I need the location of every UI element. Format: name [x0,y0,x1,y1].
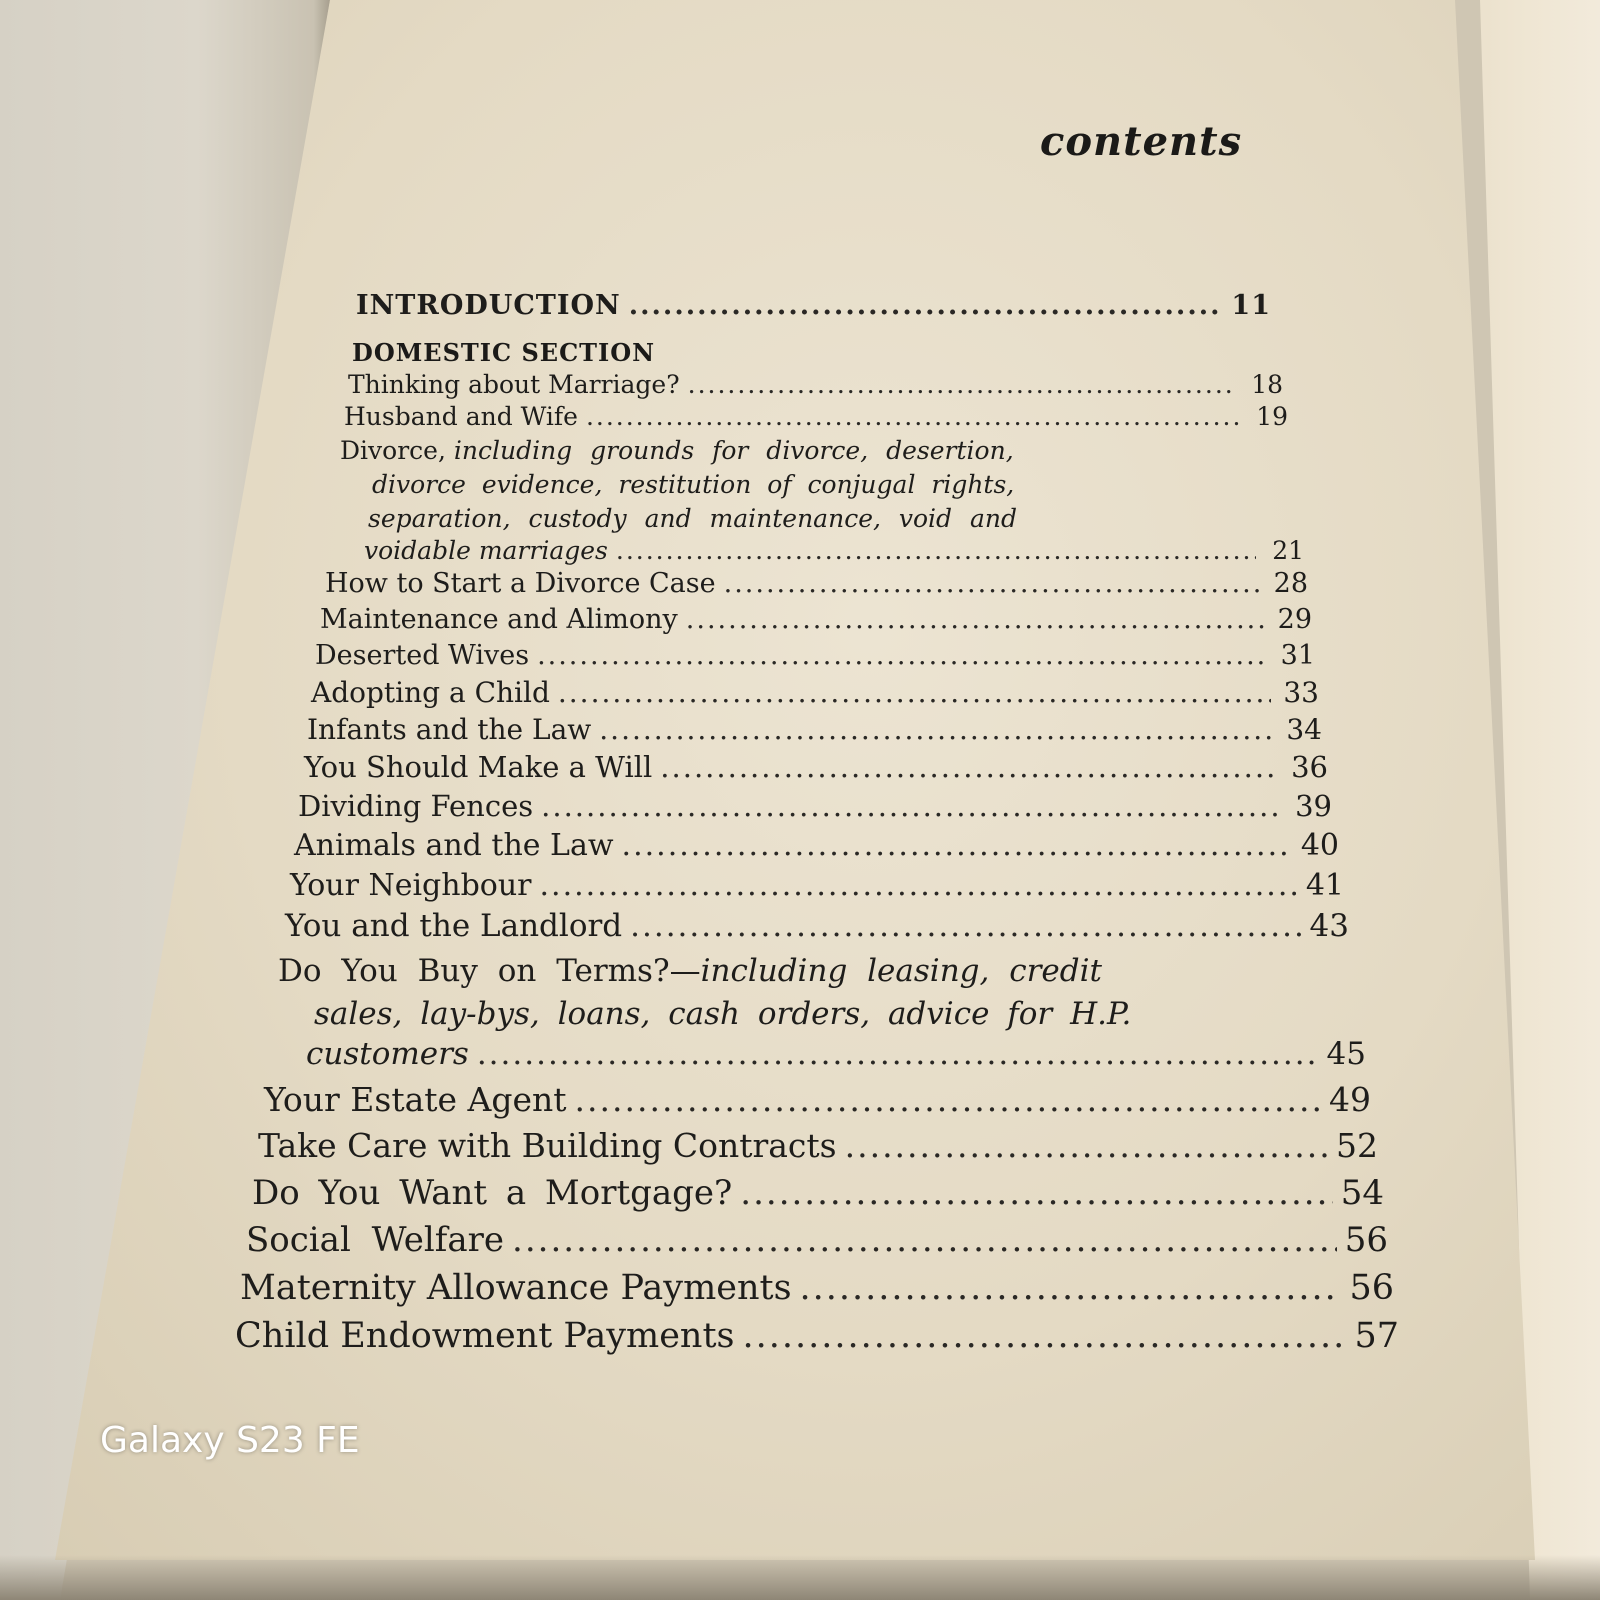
toc-entry [246,1220,1388,1260]
toc-entry [298,789,1332,823]
toc-entry [306,1036,1366,1072]
toc-entry-title: Social Welfare [246,1220,505,1260]
toc-entry-title: Do You Want a Mortgage? [252,1173,733,1213]
toc-entry-page: 33 [1283,676,1319,709]
toc-entry-title: Husband and Wife [344,402,578,431]
toc-entry-page: 34 [1286,713,1322,746]
toc-entry-subtitle: sales, lay-bys, loans, cash orders, advice for H.P. [314,996,1132,1032]
dot-leader [724,568,1260,599]
dot-leader [540,868,1296,903]
toc-entry [290,868,1344,903]
toc-entry [315,640,1315,671]
page-bottom-shadow [0,1555,1600,1600]
dot-leader [743,1316,1347,1356]
toc-entry-title: Dividing Fences [298,789,534,823]
toc-entry-introduction [356,290,1271,321]
toc-entry-subtitle: customers [306,1036,469,1072]
camera-watermark: Galaxy S23 FE [100,1420,360,1461]
toc-entry [325,568,1308,599]
toc-entry [311,676,1319,709]
dot-leader [622,828,1291,863]
toc-entry-page: 18 [1251,370,1283,399]
toc-entry-page: 57 [1354,1316,1399,1356]
dot-leader [800,1268,1342,1308]
dot-leader [512,1220,1337,1260]
toc-entry [294,828,1339,863]
dot-leader [575,1080,1321,1119]
toc-entry-page: 39 [1295,789,1332,823]
dot-leader [586,402,1240,431]
dot-leader [629,290,1223,321]
toc-entry [304,750,1328,784]
toc-entry-page: 40 [1300,828,1339,863]
dot-leader [599,713,1274,746]
toc-entry-page: 41 [1305,868,1344,903]
dot-leader [740,1173,1332,1213]
toc-entry-title: INTRODUCTION [356,290,621,321]
toc-entry [240,1268,1394,1308]
toc-entry [320,604,1312,635]
toc-entry-title: You Should Make a Will [304,750,653,784]
toc-entry-title: Maternity Allowance Payments [240,1268,792,1308]
toc-entry-title: Animals and the Law [294,828,614,863]
toc-entry [258,1126,1378,1165]
toc-entry-page: 56 [1344,1220,1388,1260]
toc-entry-title: Your Neighbour [290,868,532,903]
toc-entry-title: Thinking about Marriage? [348,370,680,399]
toc-entry-subtitle: separation, custody and maintenance, void and [368,504,1018,533]
toc-entry-page: 49 [1329,1080,1371,1119]
toc-entry-page: 36 [1291,750,1328,784]
toc-entry-page: 28 [1273,568,1308,599]
toc-entry [285,908,1349,944]
dot-leader [477,1036,1318,1072]
toc-entry-page: 54 [1340,1173,1384,1213]
toc-entry-page: 29 [1277,604,1312,635]
toc-entry [252,1173,1384,1213]
dot-leader [630,908,1301,944]
toc-entry-title: Maintenance and Alimony [320,604,678,635]
toc-entry-title: Divorce, [340,436,446,465]
toc-entry [307,713,1322,746]
dot-leader [537,640,1267,671]
toc-entry-page: 56 [1349,1268,1394,1308]
toc-entry-subtitle: divorce evidence, restitution of conjugal rights, [372,470,1015,499]
dot-leader [558,676,1271,709]
toc-entry [344,402,1288,431]
toc-entry-title: Adopting a Child [311,676,550,709]
section-label: DOMESTIC SECTION [352,338,656,367]
toc-entry-title: Your Estate Agent [264,1080,567,1119]
contents-heading: contents [1040,118,1243,165]
toc-entry-title: Do You Buy on Terms?— [278,953,701,989]
toc-entry-subtitle: including grounds for divorce, desertion, [453,436,1014,465]
dot-leader [688,370,1235,399]
toc-entry-title: Child Endowment Payments [235,1316,735,1356]
toc-entry-title: Infants and the Law [307,713,592,746]
dot-leader [660,750,1280,784]
toc-entry-subtitle: including leasing, credit [700,953,1102,989]
toc-entry [364,536,1304,565]
toc-entry-title: You and the Landlord [285,908,623,944]
dot-leader [845,1126,1328,1165]
toc-entry-page: 11 [1231,290,1271,321]
toc-entry [235,1316,1399,1356]
toc-entry-divorce [340,434,1017,536]
toc-entry-title: Deserted Wives [315,640,530,671]
toc-entry-page: 31 [1280,640,1315,671]
toc-entry-terms [278,950,1131,1036]
toc-entry-page: 43 [1309,908,1349,944]
toc-entry-title: Take Care with Building Contracts [258,1126,837,1165]
dot-leader [616,536,1256,565]
toc-entry [264,1080,1371,1119]
toc-entry-title: How to Start a Divorce Case [325,568,716,599]
toc-entry-page: 45 [1326,1036,1366,1072]
toc-entry-subtitle: voidable marriages [364,536,608,565]
toc-entry-page: 52 [1336,1126,1378,1165]
toc-entry-page: 19 [1256,402,1288,431]
toc-entry [348,370,1283,399]
dot-leader [541,789,1284,823]
dot-leader [686,604,1264,635]
toc-entry-page: 21 [1272,536,1304,565]
